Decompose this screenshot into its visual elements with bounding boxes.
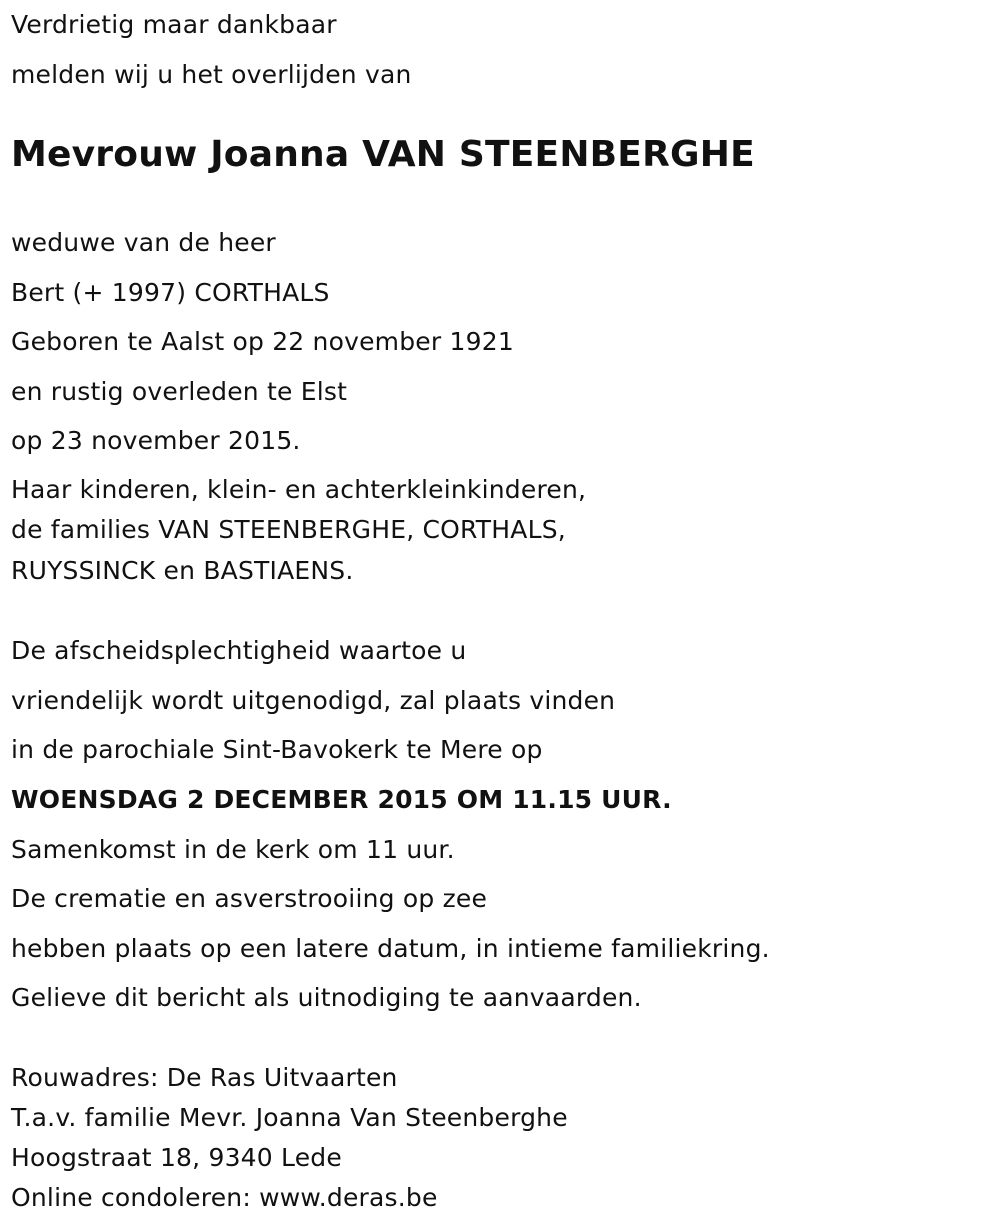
deceased-name: Mevrouw Joanna VAN STEENBERGHE: [11, 134, 755, 175]
ceremony-line-1: De afscheidsplechtigheid waartoe u: [11, 636, 467, 665]
invitation-note: Gelieve dit bericht als uitnodiging te aanvaarden.: [11, 983, 642, 1012]
contact-line-4: Online condoleren: www.deras.be: [11, 1183, 438, 1212]
cremation-line-1: De crematie en asverstrooiing op zee: [11, 884, 488, 913]
birth-line: Geboren te Aalst op 22 november 1921: [11, 327, 514, 356]
intro-line-1: Verdrietig maar dankbaar: [11, 10, 337, 39]
ceremony-line-3: in de parochiale Sint-Bavokerk te Mere op: [11, 735, 543, 764]
contact-line-1: Rouwadres: De Ras Uitvaarten: [11, 1063, 398, 1092]
family-line-1: Haar kinderen, klein- en achterkleinkinderen,: [11, 475, 587, 504]
cremation-line-2: hebben plaats op een latere datum, in intieme familiekring.: [11, 934, 770, 963]
intro-line-2: melden wij u het overlijden van: [11, 60, 412, 89]
ceremony-line-2: vriendelijk wordt uitgenodigd, zal plaats vinden: [11, 686, 616, 715]
death-line-2: op 23 november 2015.: [11, 426, 301, 455]
ceremony-date-time: WOENSDAG 2 DECEMBER 2015 OM 11.15 UUR.: [11, 785, 672, 814]
contact-line-2: T.a.v. familie Mevr. Joanna Van Steenberghe: [11, 1103, 568, 1132]
death-line-1: en rustig overleden te Elst: [11, 377, 348, 406]
gathering-line: Samenkomst in de kerk om 11 uur.: [11, 835, 455, 864]
family-line-3: RUYSSINCK en BASTIAENS.: [11, 556, 354, 585]
contact-line-3: Hoogstraat 18, 9340 Lede: [11, 1143, 342, 1172]
spouse-line: Bert (+ 1997) CORTHALS: [11, 278, 330, 307]
widow-of-line: weduwe van de heer: [11, 228, 276, 257]
family-line-2: de families VAN STEENBERGHE, CORTHALS,: [11, 515, 566, 544]
